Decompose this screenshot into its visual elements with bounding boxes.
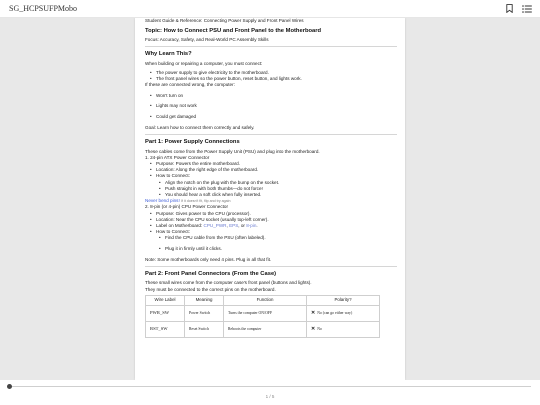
list-item: • The front panel wires so the power button, reset button, and lights work. [145, 76, 397, 82]
label-separator: , [226, 222, 230, 228]
focus-text: Focus: Accuracy, Safety, and Real-World PC Assembly Skills [145, 37, 269, 43]
list-item: • Location: Along the right edge of the motherboard. [145, 167, 397, 173]
part2-heading: Part 2: Front Panel Connectors (From the Case) [145, 270, 277, 277]
page-navigation-bar [0, 380, 540, 405]
why-intro: When building or repairing a computer, you must connect: [145, 60, 263, 66]
app-toolbar [0, 0, 540, 18]
list-item: • Lights may not work [145, 103, 397, 109]
part1-intro: These cables come from the Power Supply Unit (PSU) and plug into the motherboard. [145, 148, 320, 154]
bookmark-icon[interactable] [504, 3, 515, 14]
label-end: . [256, 222, 258, 228]
x-mark-icon: ✕ [311, 310, 316, 316]
table-header-row [146, 295, 380, 305]
list-item: • How to Connect: [145, 173, 397, 179]
divider [145, 134, 397, 135]
polarity-text: No [317, 326, 322, 331]
doc-header: Student Guide & Reference: Connecting Power Supply and Front Panel Wires [145, 18, 304, 23]
goal-text: Goal: Learn how to connect them correctly and safely. [145, 124, 255, 130]
list-item: • Push straight in with both thumbs—do not force! [145, 186, 397, 192]
item1-title: 1. 24-pin ATX Power Connector [145, 154, 210, 160]
item2-title: 2. 8-pin (or 4-pin) CPU Power Connector [145, 204, 228, 210]
list-item: • Align the notch on the plug with the bump on the socket. [145, 180, 397, 186]
part1-note: Note: Some motherboards only need 4 pins. Plug in all that fit. [145, 256, 272, 262]
front-panel-table [145, 295, 380, 338]
table-row [146, 321, 380, 337]
polarity-text: No (can go either way) [317, 310, 353, 315]
column-header: Function [224, 295, 307, 305]
part2-intro: These small wires come from the computer case's front panel (buttons and lights). [145, 280, 312, 286]
document-title: SG_HCPSUFPMobo [9, 4, 78, 13]
list-menu-icon[interactable] [521, 3, 532, 14]
table-cell: RST_SW [146, 321, 185, 337]
list-item: • The power supply to give electricity to the motherboard. [145, 70, 397, 76]
column-header: Meaning [185, 295, 224, 305]
table-cell: Reboots the computer [224, 321, 307, 337]
pin-warning-hint: If it doesn't fit, flip and try again [181, 199, 231, 204]
label-code: EPS [229, 222, 239, 228]
table-cell: PWR_SW [146, 305, 185, 321]
list-item: • You should hear a soft click when fully inserted. [145, 192, 397, 198]
part1-heading: Part 1: Power Supply Connections [145, 139, 240, 146]
pin-warning-text: Never bend pins! [145, 198, 180, 204]
why-list [145, 70, 397, 82]
topic-heading: Topic: How to Connect PSU and Front Panel to the Motherboard [145, 27, 322, 34]
divider [145, 46, 397, 47]
list-item: • How to Connect: [145, 229, 397, 235]
table-cell: Power Switch [185, 305, 224, 321]
page-scrubber-handle[interactable] [7, 384, 12, 389]
column-header: Polarity? [307, 295, 380, 305]
label-code: CPU_PWR [203, 222, 227, 228]
page-indicator: 1 / 5 [265, 394, 275, 399]
table-cell: Turns the computer ON/OFF [224, 305, 307, 321]
part2-intro2: They must be connected to the correct pins on the motherboard. [145, 286, 276, 292]
table-cell [307, 321, 380, 337]
label-code: 8-pin [246, 222, 257, 228]
list-item: • Won't turn on [145, 93, 397, 99]
list-item: • Find the CPU cable from the PSU (often labeled). [145, 235, 397, 241]
list-item: • Location: Near the CPU socket (usually top-left corner). [145, 217, 397, 223]
x-mark-icon: ✕ [311, 326, 316, 332]
label-separator: , or [238, 222, 247, 228]
wrong-list [145, 93, 397, 121]
page-scrubber-track[interactable] [9, 386, 531, 387]
document-viewer[interactable] [0, 18, 540, 380]
list-item: • Purpose: Powers the entire motherboard. [145, 161, 397, 167]
wrong-intro: If these are connected wrong, the computer: [145, 82, 235, 88]
why-heading: Why Learn This? [145, 51, 192, 58]
item2-list [145, 211, 397, 253]
list-item: • Plug it in firmly until it clicks. [145, 246, 397, 252]
document-page [135, 18, 405, 380]
item1-list [145, 161, 397, 198]
table-cell [307, 305, 380, 321]
table-row [146, 305, 380, 321]
list-item: • Could get damaged [145, 114, 397, 120]
label-prefix: Label on Motherboard: [156, 222, 204, 228]
table-cell: Reset Switch [185, 321, 224, 337]
column-header: Wire Label [146, 295, 185, 305]
divider [145, 266, 397, 267]
list-item: • Purpose: Gives power to the CPU (processor). [145, 211, 397, 217]
